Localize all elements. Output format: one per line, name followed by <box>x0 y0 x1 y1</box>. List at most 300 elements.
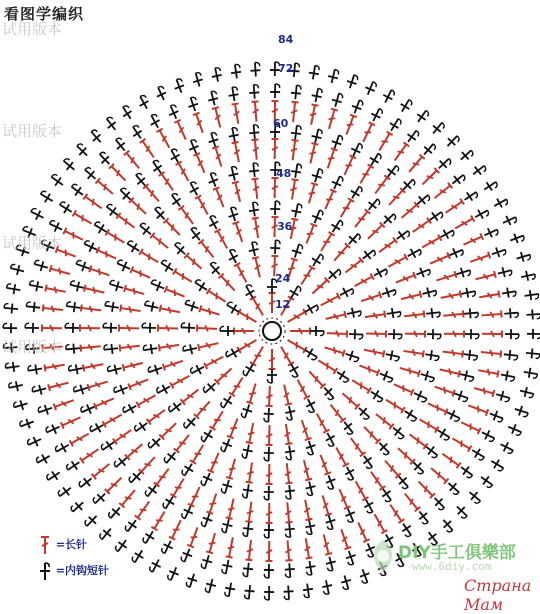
double-crochet-stitch <box>246 382 259 403</box>
double-crochet-stitch <box>45 285 66 296</box>
front-post-sc-stitch <box>149 279 166 293</box>
double-crochet-stitch <box>479 291 500 301</box>
double-crochet-stitch <box>170 477 186 498</box>
double-crochet-stitch <box>343 257 363 275</box>
front-post-sc-stitch <box>445 479 462 496</box>
front-post-sc-stitch <box>348 184 364 201</box>
double-crochet-stitch <box>306 183 318 204</box>
front-post-sc-stitch <box>107 504 124 521</box>
front-post-sc-stitch <box>398 97 414 114</box>
double-crochet-stitch <box>327 330 347 338</box>
double-crochet-stitch <box>103 412 124 428</box>
double-crochet-stitch <box>61 414 82 429</box>
double-crochet-stitch <box>265 503 272 523</box>
double-crochet-stitch <box>44 361 65 371</box>
front-post-sc-stitch <box>421 286 437 299</box>
front-post-sc-stitch <box>505 329 519 339</box>
front-post-sc-stitch <box>399 521 415 538</box>
front-post-sc-stitch <box>247 241 260 257</box>
front-post-sc-stitch <box>186 181 202 198</box>
front-post-sc-stitch <box>242 484 254 499</box>
double-crochet-stitch <box>440 291 461 302</box>
double-crochet-stitch <box>139 455 158 474</box>
front-post-sc-stitch <box>509 231 526 245</box>
double-crochet-stitch <box>226 537 237 558</box>
front-post-sc-stitch <box>310 208 324 225</box>
front-post-sc-stitch <box>147 363 163 377</box>
front-post-sc-stitch <box>363 80 378 97</box>
double-crochet-stitch <box>120 342 141 351</box>
watermark-1: 试用版本 <box>2 18 62 39</box>
front-post-sc-stitch <box>524 289 539 301</box>
legend-double-crochet <box>38 534 87 556</box>
ring-label-72: 72 <box>278 62 293 75</box>
double-crochet-stitch <box>251 101 259 121</box>
front-post-sc-stitch <box>458 463 475 479</box>
double-crochet-stitch <box>400 291 421 303</box>
double-crochet-stitch <box>352 209 370 229</box>
front-post-sc-stitch <box>501 213 518 228</box>
front-post-sc-stitch <box>523 367 538 379</box>
front-post-sc-stitch <box>27 364 42 376</box>
front-post-sc-stitch <box>143 343 158 355</box>
front-post-sc-stitch <box>388 329 402 339</box>
front-post-sc-stitch <box>200 427 216 444</box>
front-post-sc-stitch <box>344 349 360 363</box>
front-post-sc-stitch <box>200 471 215 488</box>
double-crochet-stitch <box>169 519 184 540</box>
front-post-sc-stitch <box>244 585 255 600</box>
front-post-sc-stitch <box>8 380 24 393</box>
double-crochet-stitch <box>444 330 464 337</box>
front-post-sc-stitch <box>249 84 260 99</box>
double-crochet-stitch <box>338 198 354 219</box>
front-post-sc-stitch <box>324 474 338 491</box>
ring-label-84: 84 <box>278 33 293 46</box>
double-crochet-stitch <box>190 443 206 464</box>
double-crochet-stitch <box>251 139 260 160</box>
double-crochet-stitch <box>96 247 117 262</box>
double-crochet-stitch <box>81 304 102 313</box>
double-crochet-stitch <box>70 431 91 447</box>
double-crochet-stitch <box>360 292 381 305</box>
double-crochet-stitch <box>140 139 157 159</box>
front-post-sc-stitch <box>431 494 448 511</box>
double-crochet-stitch <box>113 427 133 444</box>
front-post-sc-stitch <box>125 239 142 255</box>
double-crochet-stitch <box>350 377 371 393</box>
front-post-sc-stitch <box>147 113 163 130</box>
front-post-sc-stitch <box>33 259 49 272</box>
double-crochet-stitch <box>405 330 425 337</box>
double-crochet-stitch <box>174 433 192 453</box>
front-post-sc-stitch <box>415 265 432 279</box>
front-post-sc-stitch <box>290 243 304 259</box>
front-post-sc-stitch <box>526 309 540 320</box>
double-crochet-stitch <box>198 340 219 351</box>
front-post-sc-stitch <box>267 369 277 383</box>
double-crochet-stitch <box>84 285 105 296</box>
double-crochet-stitch <box>353 480 369 501</box>
front-post-sc-stitch <box>378 369 395 383</box>
double-crochet-stitch <box>307 143 318 164</box>
front-post-sc-stitch <box>325 556 338 572</box>
front-post-sc-stitch <box>482 178 499 194</box>
double-crochet-stitch <box>338 528 351 549</box>
front-post-sc-stitch <box>112 137 129 154</box>
front-post-sc-stitch <box>65 343 80 354</box>
double-crochet-stitch <box>317 454 331 475</box>
double-crochet-stitch <box>184 253 204 271</box>
front-post-sc-stitch <box>68 363 84 376</box>
front-post-sc-stitch <box>3 323 17 333</box>
front-post-sc-stitch <box>142 323 156 333</box>
front-post-sc-stitch <box>31 384 47 397</box>
double-crochet-stitch <box>299 419 312 440</box>
front-post-sc-stitch <box>466 488 483 505</box>
double-crochet-stitch <box>374 411 394 429</box>
double-crochet-stitch <box>119 488 137 508</box>
front-post-sc-stitch <box>463 349 478 361</box>
front-post-sc-stitch <box>226 206 240 222</box>
front-post-sc-stitch <box>225 248 240 265</box>
double-crochet-stitch <box>271 178 278 198</box>
double-crochet-stitch <box>165 286 186 300</box>
double-crochet-stitch <box>392 381 413 395</box>
front-post-sc-stitch <box>429 119 446 136</box>
double-crochet-stitch <box>213 187 227 208</box>
front-post-sc-stitch <box>349 329 363 340</box>
front-post-sc-stitch <box>455 265 471 279</box>
double-crochet-stitch <box>197 325 217 333</box>
double-crochet-stitch <box>290 328 310 335</box>
double-crochet-stitch <box>404 311 425 320</box>
double-crochet-stitch <box>320 534 332 555</box>
double-crochet-stitch <box>215 229 231 250</box>
front-post-sc-stitch <box>5 361 20 373</box>
front-post-sc-stitch <box>119 104 135 121</box>
double-crochet-stitch <box>154 466 172 486</box>
double-crochet-stitch <box>475 271 496 283</box>
front-post-sc-stitch <box>184 299 200 313</box>
front-post-sc-stitch <box>248 162 259 177</box>
double-crochet-stitch <box>439 366 460 377</box>
front-post-sc-stitch <box>462 188 479 204</box>
double-crochet-stitch <box>50 265 71 277</box>
front-post-sc-stitch <box>482 225 499 240</box>
double-crochet-stitch <box>302 499 313 520</box>
front-post-sc-stitch <box>387 116 403 133</box>
front-post-sc-stitch <box>449 171 466 188</box>
double-crochet-stitch <box>377 237 397 254</box>
front-post-sc-stitch <box>160 539 175 556</box>
double-crochet-stitch <box>332 243 350 263</box>
double-crochet-stitch <box>341 155 356 176</box>
front-post-sc-stitch <box>342 464 358 481</box>
front-post-sc-stitch <box>405 245 422 261</box>
double-crochet-stitch <box>246 462 256 483</box>
double-crochet-stitch <box>265 541 272 561</box>
ring-label-48: 48 <box>276 167 291 180</box>
double-crochet-stitch <box>443 310 464 319</box>
front-post-sc-stitch <box>340 574 354 590</box>
front-post-sc-stitch <box>73 142 90 159</box>
double-crochet-stitch <box>384 397 405 413</box>
double-crochet-stitch <box>444 199 464 216</box>
double-crochet-stitch <box>163 358 184 371</box>
front-post-sc-stitch <box>88 128 105 145</box>
front-post-sc-stitch <box>206 132 220 148</box>
front-post-sc-stitch <box>321 579 334 595</box>
double-crochet-stitch <box>402 491 420 511</box>
double-crochet-stitch <box>194 399 212 419</box>
double-crochet-stitch <box>358 362 379 376</box>
double-crochet-stitch <box>307 369 326 388</box>
double-crochet-stitch <box>303 224 317 245</box>
front-post-sc-stitch <box>108 279 124 292</box>
double-crochet-stitch <box>288 179 298 200</box>
double-crochet-stitch <box>387 188 406 207</box>
front-post-sc-stitch <box>304 439 318 455</box>
front-post-sc-stitch <box>96 151 113 168</box>
double-crochet-stitch <box>80 324 100 331</box>
double-crochet-stitch <box>284 502 293 523</box>
front-post-sc-stitch <box>284 563 295 578</box>
double-crochet-stitch <box>295 378 311 399</box>
front-post-sc-stitch <box>250 62 261 77</box>
double-crochet-stitch <box>48 379 69 391</box>
double-crochet-stitch <box>317 357 338 374</box>
double-crochet-stitch <box>159 341 180 351</box>
double-crochet-stitch <box>199 305 220 318</box>
double-crochet-stitch <box>206 493 219 514</box>
front-post-sc-stitch <box>210 67 223 83</box>
double-crochet-stitch <box>271 139 278 159</box>
double-crochet-stitch <box>94 395 115 409</box>
front-post-sc-stitch <box>264 564 274 578</box>
ring-label-12: 12 <box>275 298 290 311</box>
double-crochet-stitch <box>325 311 346 322</box>
front-post-sc-stitch <box>154 85 169 102</box>
front-post-sc-stitch <box>425 349 440 361</box>
front-post-sc-stitch <box>419 369 435 382</box>
double-crochet-stitch <box>278 345 294 366</box>
front-post-sc-stitch <box>6 283 21 295</box>
double-crochet-stitch <box>265 464 272 484</box>
double-crochet-stitch <box>181 387 201 405</box>
double-crochet-stitch <box>151 510 167 531</box>
double-crochet-stitch <box>340 391 360 409</box>
front-post-sc-stitch <box>346 306 362 319</box>
front-post-sc-stitch <box>200 554 213 570</box>
front-post-sc-stitch <box>308 65 320 80</box>
double-crochet-stitch <box>462 233 483 248</box>
double-crochet-stitch <box>136 392 157 408</box>
double-crochet-stitch <box>323 344 344 357</box>
front-post-sc-stitch <box>284 523 295 538</box>
double-crochet-stitch <box>403 347 424 357</box>
front-post-sc-stitch <box>283 585 294 600</box>
double-crochet-stitch <box>234 263 250 284</box>
front-post-sc-stitch <box>290 163 302 178</box>
front-post-sc-stitch <box>492 195 509 211</box>
front-post-sc-stitch <box>155 382 172 397</box>
double-crochet-stitch <box>266 425 274 445</box>
front-post-sc-stitch <box>470 446 487 462</box>
front-post-sc-stitch <box>49 173 66 189</box>
front-post-sc-stitch <box>435 155 452 172</box>
front-post-sc-stitch <box>330 174 345 191</box>
magic-ring <box>263 322 281 340</box>
front-post-sc-stitch <box>73 383 89 397</box>
double-crochet-stitch <box>281 384 292 405</box>
double-crochet-stitch <box>232 103 242 124</box>
double-crochet-stitch <box>252 218 262 239</box>
double-crochet-stitch <box>362 424 381 443</box>
front-post-sc-stitch <box>264 486 274 500</box>
front-post-sc-stitch <box>420 141 437 158</box>
front-post-sc-stitch <box>181 322 195 333</box>
front-post-sc-stitch <box>83 512 100 529</box>
double-crochet-stitch <box>283 463 292 484</box>
double-crochet-stitch <box>245 501 254 522</box>
double-crochet-stitch <box>467 402 488 416</box>
front-post-sc-stitch <box>350 98 364 115</box>
double-crochet-stitch <box>411 218 431 235</box>
front-post-sc-stitch <box>305 560 317 575</box>
front-post-sc-stitch <box>497 265 513 278</box>
front-post-sc-stitch <box>180 547 194 564</box>
front-post-sc-stitch <box>264 524 274 538</box>
front-post-sc-stitch <box>501 286 516 298</box>
double-crochet-stitch <box>286 337 307 353</box>
double-crochet-stitch <box>478 367 499 378</box>
front-post-sc-stitch <box>69 183 86 199</box>
double-crochet-stitch <box>348 436 365 456</box>
double-crochet-stitch <box>302 538 312 559</box>
front-post-sc-stitch <box>65 323 79 333</box>
front-post-sc-stitch <box>323 431 338 448</box>
double-crochet-stitch <box>63 228 84 243</box>
front-post-sc-stitch <box>206 172 220 189</box>
front-post-sc-stitch <box>284 445 296 460</box>
double-crochet-stitch <box>387 254 408 270</box>
double-crochet-stitch <box>252 257 263 278</box>
double-crochet-stitch <box>328 402 346 422</box>
double-crochet-stitch <box>372 175 390 195</box>
double-crochet-stitch <box>435 271 456 284</box>
front-post-sc-stitch <box>220 478 233 494</box>
double-crochet-stitch <box>160 305 181 316</box>
front-post-sc-stitch <box>310 167 323 183</box>
front-post-sc-stitch <box>129 124 145 141</box>
double-crochet-stitch <box>125 441 145 459</box>
double-crochet-stitch <box>123 359 144 371</box>
front-post-sc-stitch <box>303 397 318 414</box>
double-crochet-stitch <box>234 328 254 335</box>
double-crochet-stitch <box>353 274 374 290</box>
double-crochet-stitch <box>418 416 439 432</box>
front-post-sc-stitch <box>4 303 19 314</box>
double-crochet-stitch <box>454 216 475 232</box>
double-crochet-stitch <box>308 104 319 125</box>
double-crochet-stitch <box>219 274 238 293</box>
front-post-sc-stitch <box>82 166 99 183</box>
double-crochet-stitch <box>366 330 386 338</box>
front-post-sc-stitch <box>369 106 384 123</box>
ring-label-24: 24 <box>275 272 290 285</box>
double-crochet-stitch <box>227 417 241 438</box>
double-crochet-stitch <box>207 288 228 305</box>
front-post-sc-stitch <box>480 428 497 443</box>
front-post-sc-stitch <box>148 557 163 574</box>
front-post-sc-stitch <box>457 147 474 164</box>
front-post-sc-stitch <box>404 128 420 145</box>
watermark-4: 试用版本 <box>2 336 62 357</box>
double-crochet-stitch <box>124 285 145 297</box>
double-crochet-stitch <box>116 213 136 231</box>
front-post-sc-stitch <box>478 473 495 489</box>
front-post-sc-stitch <box>460 286 476 299</box>
front-post-sc-stitch <box>45 422 62 437</box>
double-crochet-stitch <box>129 198 148 217</box>
double-crochet-stitch <box>245 540 254 561</box>
front-post-sc-stitch <box>25 323 39 333</box>
double-crochet-stitch <box>163 218 182 237</box>
double-crochet-stitch <box>92 461 112 479</box>
front-post-sc-stitch <box>141 529 157 546</box>
double-crochet-stitch <box>212 146 225 167</box>
double-crochet-stitch <box>469 252 490 265</box>
front-post-sc-stitch <box>284 405 297 421</box>
front-post-sc-stitch <box>473 206 490 222</box>
double-crochet-stitch <box>42 324 62 331</box>
double-crochet-stitch <box>198 240 216 260</box>
front-post-sc-stitch <box>65 458 82 474</box>
front-post-sc-stitch <box>206 90 219 106</box>
front-post-sc-stitch <box>270 84 280 98</box>
double-crochet-stitch <box>319 494 332 515</box>
double-crochet-stitch <box>319 293 340 309</box>
page-title: 看图学编织 <box>4 3 84 24</box>
double-crochet-stitch <box>105 229 126 245</box>
double-crochet-stitch <box>395 272 416 286</box>
front-post-sc-stitch <box>98 525 115 542</box>
double-crochet-stitch <box>226 498 237 519</box>
front-post-sc-stitch <box>520 269 536 282</box>
double-crochet-stitch <box>143 184 161 204</box>
front-post-sc-stitch <box>182 343 198 356</box>
front-post-sc-stitch <box>470 162 487 178</box>
front-post-sc-stitch <box>270 201 280 215</box>
double-crochet-stitch <box>427 400 448 415</box>
front-post-sc-stitch <box>527 329 540 339</box>
front-post-sc-stitch <box>330 92 343 108</box>
front-post-sc-stitch <box>103 116 119 133</box>
front-post-sc-stitch <box>465 329 479 339</box>
front-post-sc-stitch <box>242 522 254 537</box>
double-crochet-stitch <box>83 194 103 211</box>
double-crochet-stitch <box>130 266 151 280</box>
front-post-sc-stitch <box>92 490 109 507</box>
front-post-sc-stitch <box>28 280 44 292</box>
front-post-sc-stitch <box>263 408 274 422</box>
front-post-sc-stitch <box>440 516 457 533</box>
front-post-sc-stitch <box>290 85 301 100</box>
double-crochet-stitch <box>300 459 312 480</box>
watermark-2: 试用版本 <box>2 120 62 141</box>
double-crochet-stitch <box>420 168 439 187</box>
